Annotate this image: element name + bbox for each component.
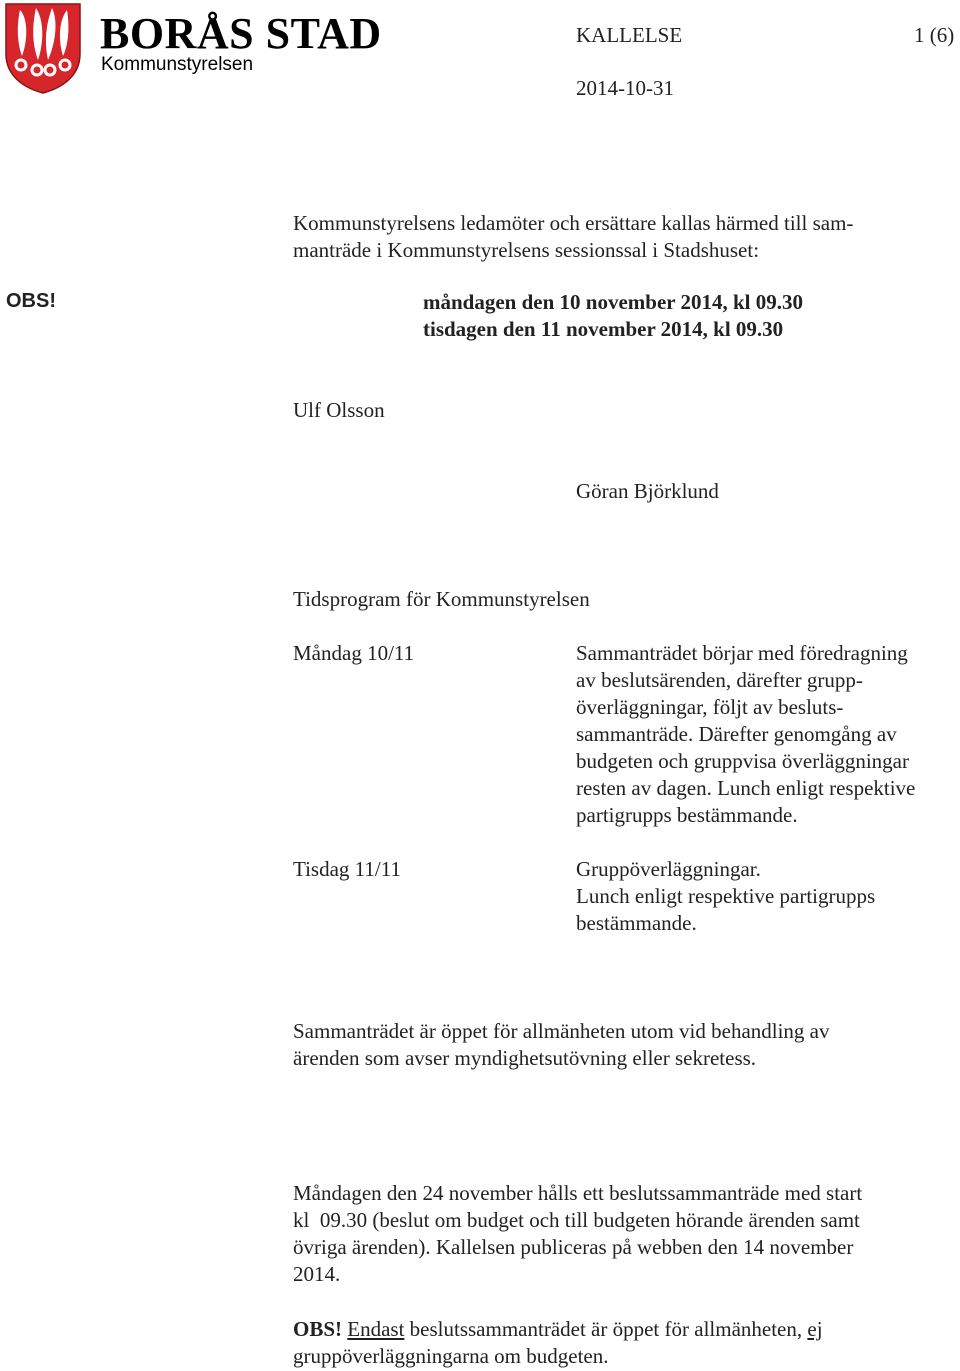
schedule-description: [576, 856, 875, 937]
final-obs-text: beslutssammanträdet är öppet för allmänheten,: [404, 1317, 808, 1341]
final-obs-line: gruppöverläggningarna om budgeten.: [293, 1344, 609, 1368]
schedule-line: av beslutsärenden, därefter grupp-: [576, 668, 863, 692]
schedule-line: Sammanträdet börjar med föredragning: [576, 641, 908, 665]
schedule-line: bestämmande.: [576, 911, 697, 935]
schedule-line: budgeten och gruppvisa överläggningar: [576, 749, 909, 773]
followup-line: övriga ärenden). Kallelsen publiceras på webben den 14 november: [293, 1235, 854, 1259]
schedule-line: överläggningar, följt av besluts-: [576, 695, 844, 719]
intro-paragraph: [293, 210, 853, 264]
org-name: BORÅS STAD: [100, 9, 382, 58]
meeting-dates: [423, 289, 803, 343]
chair-name: Ulf Olsson: [293, 398, 385, 422]
coat-of-arms-logo: [4, 2, 82, 94]
intro-line: manträde i Kommunstyrelsens sessionssal i Stadshuset:: [293, 238, 760, 262]
public-note-line: ärenden som avser myndighetsutövning eller sekretess.: [293, 1046, 757, 1070]
followup-line: kl 09.30 (beslut om budget och till budgeten hörande ärenden samt: [293, 1208, 860, 1232]
obs-label: OBS!: [6, 290, 56, 312]
followup-line: 2014.: [293, 1262, 341, 1286]
final-obs-paragraph: [293, 1316, 823, 1370]
schedule-line: Lunch enligt respektive partigrupps: [576, 884, 876, 908]
org-subtitle: Kommunstyrelsen: [101, 54, 254, 75]
followup-paragraph: [293, 1180, 862, 1288]
final-obs-emphasis: Endast: [347, 1317, 405, 1341]
schedule-line: sammanträde. Därefter genomgång av: [576, 722, 897, 746]
final-obs-label: OBS!: [293, 1317, 343, 1341]
schedule-day: Tisdag 11/11: [293, 857, 401, 881]
schedule-line: Gruppöverläggningar.: [576, 857, 761, 881]
meeting-date: måndagen den 10 november 2014, kl 09.30: [423, 290, 803, 314]
public-note-line: Sammanträdet är öppet för allmänheten utom vid behandling av: [293, 1019, 830, 1043]
secretary-name: Göran Björklund: [576, 479, 719, 503]
schedule-day: Måndag 10/11: [293, 641, 415, 665]
final-obs-line: [293, 1316, 823, 1343]
schedule-description: [576, 640, 915, 829]
followup-line: Måndagen den 24 november hålls ett beslutssammanträde med start: [293, 1181, 863, 1205]
schedule-title: Tidsprogram för Kommunstyrelsen: [293, 587, 590, 611]
schedule-line: partigrupps bestämmande.: [576, 803, 798, 827]
schedule-line: resten av dagen. Lunch enligt respektive: [576, 776, 916, 800]
final-obs-emphasis: ej: [807, 1317, 823, 1341]
page-number: 1 (6): [914, 23, 955, 47]
document-date: 2014-10-31: [576, 76, 674, 100]
intro-line: Kommunstyrelsens ledamöter och ersättare kallas härmed till sam-: [293, 211, 854, 235]
meeting-date: tisdagen den 11 november 2014, kl 09.30: [423, 317, 784, 341]
document-type: KALLELSE: [576, 23, 683, 47]
public-note: [293, 1018, 830, 1072]
